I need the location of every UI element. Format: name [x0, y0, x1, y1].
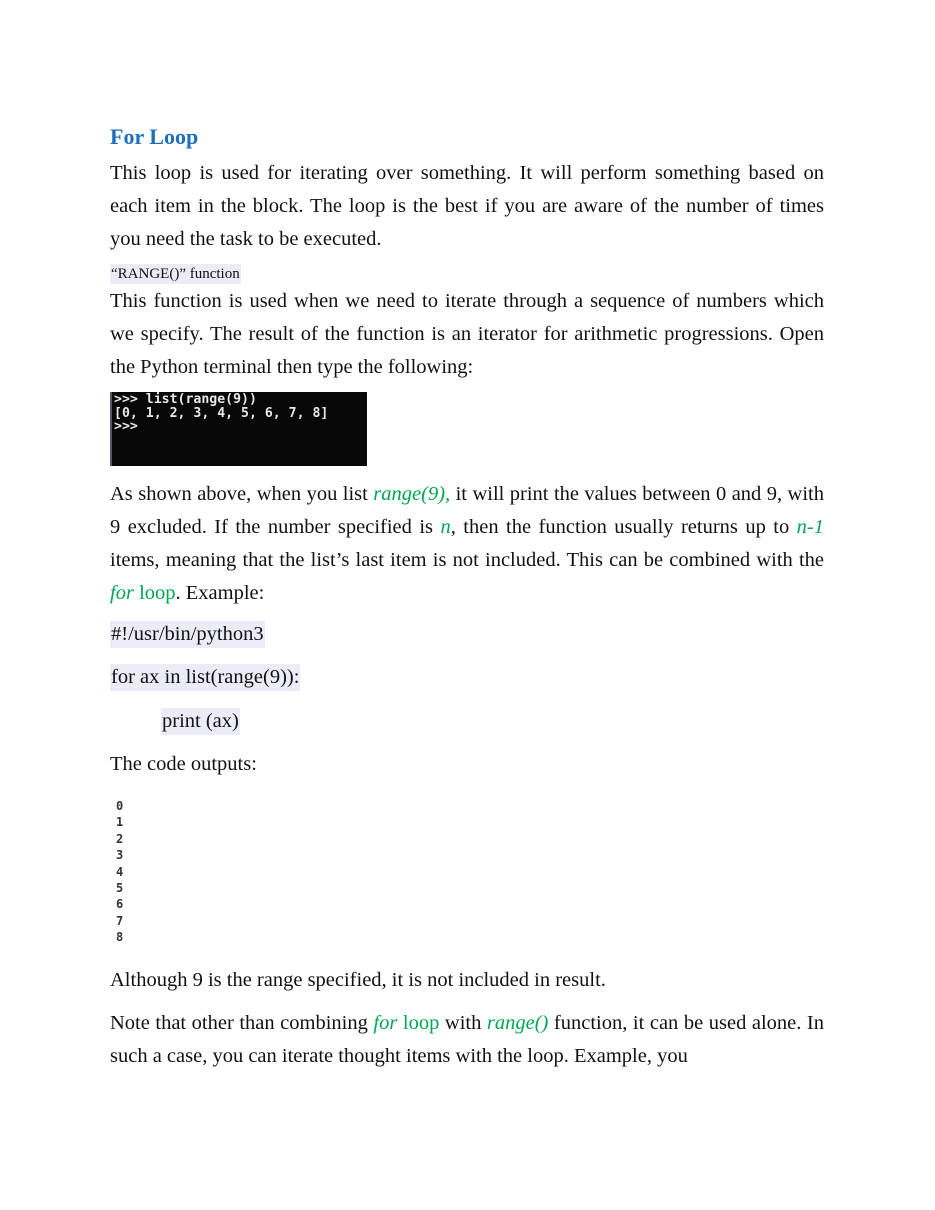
- code-term: for: [373, 1012, 398, 1034]
- note-paragraph: [110, 1007, 824, 1073]
- code-term: loop: [133, 582, 176, 604]
- code-outputs-label: The code outputs:: [110, 753, 257, 775]
- output-line: 6: [116, 897, 124, 912]
- text-run: Note that other than combining: [110, 1012, 374, 1034]
- code-term: n-1: [796, 516, 824, 538]
- code-for-line: for ax in list(range(9)):: [110, 664, 300, 691]
- text-run: As shown above, when you list: [110, 483, 374, 505]
- code-print-line: print (ax): [161, 708, 240, 735]
- code-term: for: [110, 582, 134, 604]
- python-terminal-screenshot: [110, 392, 367, 466]
- text-run: it will print the values between 0 and 9, with 9 excluded. If the number specified is: [110, 483, 825, 538]
- although-block: [110, 964, 824, 997]
- output-line: 2: [116, 831, 124, 846]
- output-line: 0: [116, 799, 124, 813]
- code-term: n: [440, 516, 451, 538]
- although-paragraph: Although 9 is the range specified, it is not included in result.: [110, 969, 606, 991]
- intro-paragraph: This loop is used for iterating over something. It will perform something based on each item in the block. The loop is the best if you are aware of the number of times you need the task to be executed.: [110, 162, 824, 250]
- range-subheading: “RANGE()” function: [111, 266, 240, 282]
- terminal-line: [0, 1, 2, 3, 4, 5, 6, 7, 8]: [114, 405, 329, 421]
- output-line: 4: [116, 864, 124, 879]
- range-paragraph: This function is used when we need to iterate through a sequence of numbers which we specify. The result of the function is an iterator for arithmetic progressions. Open the Python terminal then type the following:: [110, 290, 824, 378]
- code-term: range(9),: [373, 483, 451, 505]
- code-outputs-block: [110, 748, 824, 781]
- output-line: 5: [116, 880, 124, 895]
- explain-block: [110, 478, 824, 610]
- text-run: items, meaning that the list’s last item is not included. This can be combined with the: [110, 549, 824, 571]
- output-line: 7: [116, 913, 124, 928]
- text-run: function, it can be used alone. In such a case, you can iterate thought items with the loop. Example, you: [110, 1012, 824, 1067]
- terminal-line: >>> list(range(9)): [114, 392, 257, 407]
- intro-block: [110, 157, 824, 256]
- section-heading: For Loop: [110, 124, 199, 149]
- output-line: 8: [116, 930, 124, 945]
- code-term: range(): [486, 1012, 549, 1034]
- explain-paragraph: [110, 478, 824, 610]
- text-run: . Example:: [175, 582, 265, 604]
- code-term: loop: [397, 1012, 440, 1034]
- output-line: 1: [116, 815, 124, 830]
- terminal-line: >>>: [114, 419, 138, 434]
- text-run: with: [439, 1012, 487, 1034]
- code-shebang: #!/usr/bin/python3: [110, 621, 265, 648]
- output-line: 3: [116, 848, 124, 863]
- note-block: [110, 1007, 824, 1073]
- console-output: [116, 798, 123, 946]
- range-block: [110, 285, 824, 384]
- text-run: , then the function usually returns up to: [450, 516, 797, 538]
